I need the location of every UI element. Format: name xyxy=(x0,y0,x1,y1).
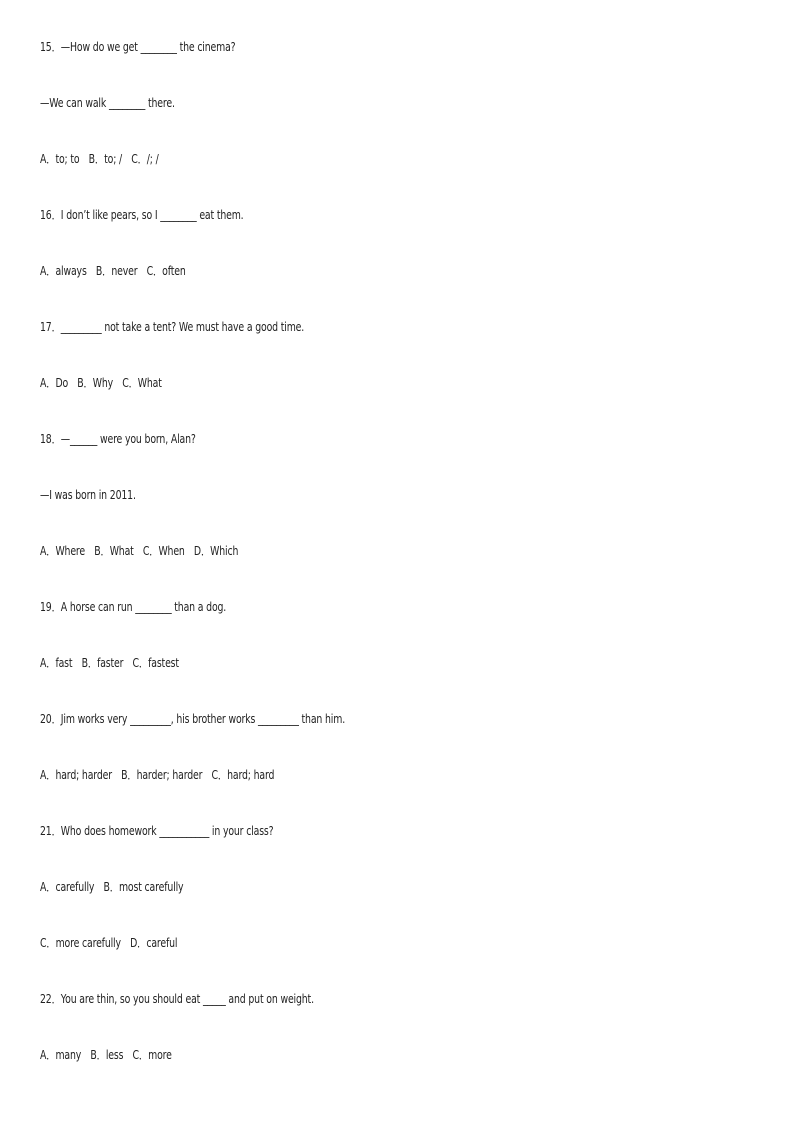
question-15-options: A．to; to B．to; / C．/; / xyxy=(40,152,159,166)
question-15-dialogue-reply: —We can walk ________ there. xyxy=(40,96,175,110)
question-17-stem: 17．_________ not take a tent? We must have a good time. xyxy=(40,320,305,334)
question-18-stem: 18．—______ were you born, Alan? xyxy=(40,432,196,446)
question-18-dialogue-reply: —I was born in 2011. xyxy=(40,488,136,502)
question-21-options-row-2: C．more carefully D．careful xyxy=(40,936,178,950)
question-22-options: A．many B．less C．more xyxy=(40,1048,172,1062)
question-21-options-row-1: A．carefully B．most carefully xyxy=(40,880,184,894)
question-18-options: A．Where B．What C．When D．Which xyxy=(40,544,239,558)
question-15-stem: 15．—How do we get ________ the cinema? xyxy=(40,40,236,54)
question-16-options: A．always B．never C．often xyxy=(40,264,186,278)
question-22-stem: 22．You are thin, so you should eat _____ and put on weight. xyxy=(40,992,314,1006)
question-19-stem: 19．A horse can run ________ than a dog. xyxy=(40,600,227,614)
question-17-options: A．Do B．Why C．What xyxy=(40,376,162,390)
question-19-options: A．fast B．faster C．fastest xyxy=(40,656,179,670)
question-20-options: A．hard; harder B．harder; harder C．hard; hard xyxy=(40,768,275,782)
question-20-stem: 20．Jim works very _________, his brother works _________ than him. xyxy=(40,712,346,726)
question-16-stem: 16．I don’t like pears, so I ________ eat them. xyxy=(40,208,244,222)
question-21-stem: 21．Who does homework ___________ in your class? xyxy=(40,824,274,838)
